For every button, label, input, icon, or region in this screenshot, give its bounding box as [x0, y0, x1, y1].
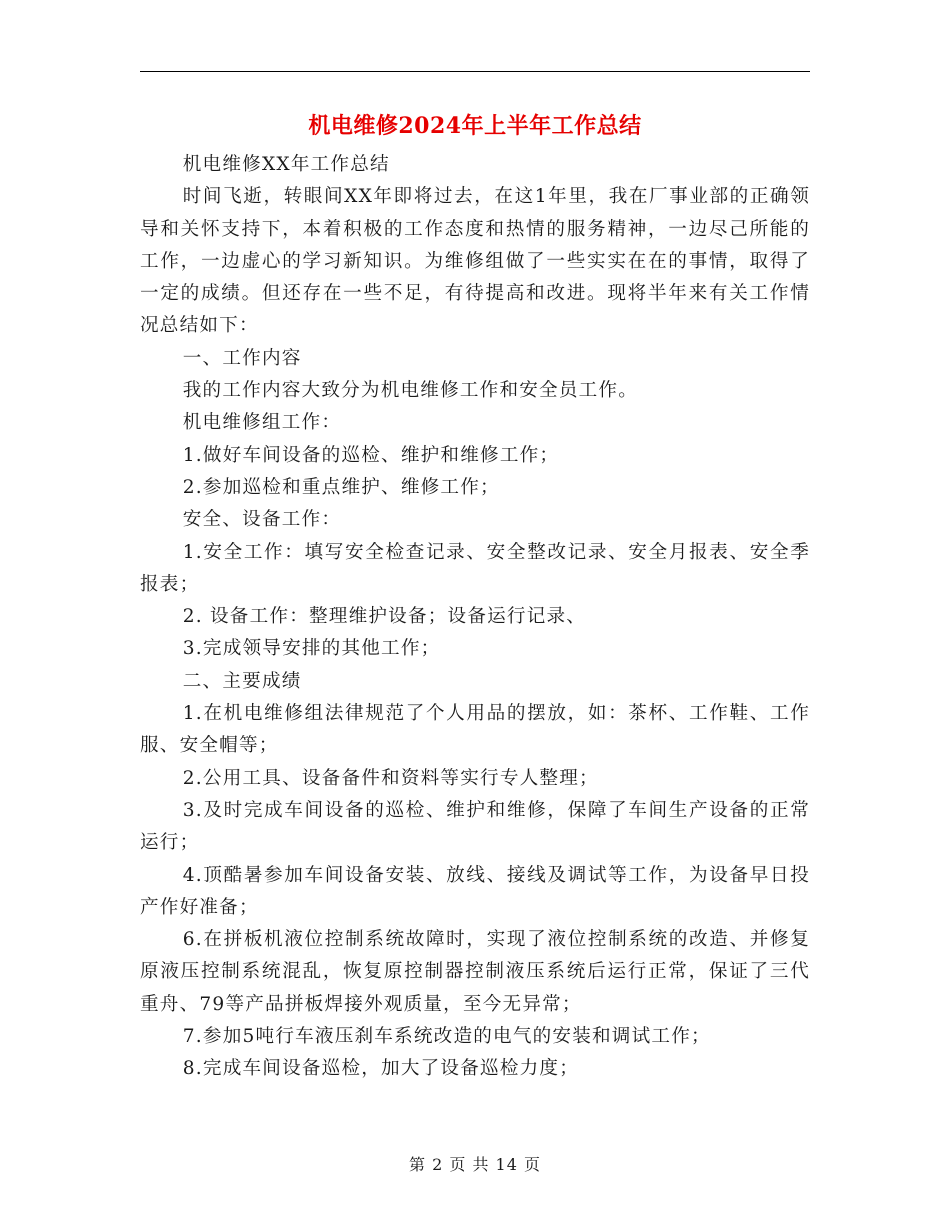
list-item: 1.安全工作：填写安全检查记录、安全整改记录、安全月报表、安全季报表；: [140, 541, 810, 595]
list-item: 1.在机电维修组法律规范了个人用品的摆放，如：茶杯、工作鞋、工作服、安全帽等；: [140, 703, 810, 757]
list-item: 3.及时完成车间设备的巡检、维护和维修，保障了车间生产设备的正常运行；: [140, 799, 810, 854]
subheading: 安全、设备工作：: [182, 509, 342, 531]
section-heading: 二、主要成绩: [182, 670, 302, 692]
document-title: 机电维修2024年上半年工作总结: [308, 113, 642, 139]
list-item: 6.在拼板机液位控制系统故障时，实现了液位控制系统的改造、并修复原液压控制系统混乱，恢复原控制器控制液压系统后运行正常，保证了三代重舟、79等产品拼板焊接外观质量，至今无异常；: [140, 929, 810, 1015]
list-item: 2.参加巡检和重点维护、维修工作；: [182, 476, 500, 498]
list-item: 3.完成领导安排的其他工作；: [182, 638, 441, 660]
list-item: 2. 设备工作：整理维护设备；设备运行记录、: [182, 606, 587, 628]
list-item: 2.公用工具、设备备件和资料等实行专人整理；: [182, 767, 599, 789]
list-item: 4.顶酷暑参加车间设备安装、放线、接线及调试等工作，为设备早日投产作好准备；: [140, 864, 810, 918]
document-body: [140, 149, 810, 1086]
subheading: 机电维修组工作：: [182, 412, 342, 434]
list-item: 1.做好车间设备的巡检、维护和维修工作；: [182, 444, 560, 466]
paragraph: 时间飞逝，转眼间XX年即将过去，在这1年里，我在厂事业部的正确领导和关怀支持下，本着积极的工作态度和热情的服务精神，一边尽己所能的工作，一边虚心的学习新知识。为维修组做了一些实实在在的事情，取得了一定的成绩。但还存在一些不足，有待提高和改进。现将半年来有关工作情况总结如下：: [140, 186, 810, 337]
section-heading: 一、工作内容: [182, 347, 302, 369]
page-number-footer: 第 2 页 共 14 页: [409, 1155, 541, 1174]
header-rule: [140, 71, 810, 72]
paragraph: 我的工作内容大致分为机电维修工作和安全员工作。: [182, 380, 639, 402]
list-item: 7.参加5吨行车液压刹车系统改造的电气的安装和调试工作；: [182, 1026, 711, 1048]
list-item: 8.完成车间设备巡检，加大了设备巡检力度；: [182, 1058, 579, 1080]
paragraph: 机电维修XX年工作总结: [182, 154, 390, 175]
